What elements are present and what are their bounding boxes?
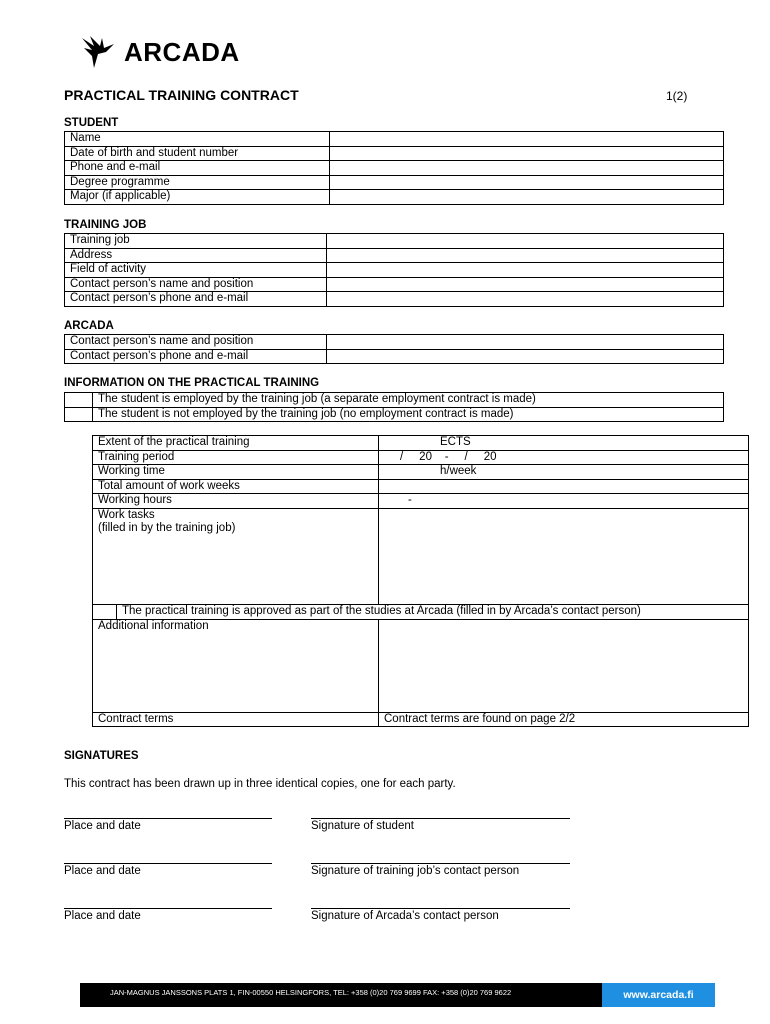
table-row [65, 407, 724, 422]
student-signature-line[interactable] [311, 818, 570, 819]
table-row [93, 508, 749, 604]
table-row [65, 234, 724, 249]
footer-address: JAN-MAGNUS JANSSONS PLATS 1, FIN-00550 HELSINGFORS, TEL: +358 (0)20 769 9699 FAX: +358 (0)20 769 9622 [110, 988, 512, 997]
page-number: 1(2) [666, 89, 688, 103]
row-label: Address [65, 248, 327, 263]
value-cell[interactable] [327, 263, 724, 278]
value-cell[interactable] [327, 277, 724, 292]
table-row [93, 436, 749, 451]
place-date-line-1[interactable] [64, 818, 272, 819]
student-heading: STUDENT [64, 117, 119, 129]
checkbox-approved[interactable] [93, 604, 117, 619]
checkbox-not-employed[interactable] [65, 407, 93, 422]
arcada-heading: ARCADA [64, 320, 114, 332]
row-label: Contact person’s name and position [65, 335, 327, 350]
row-label: Working time [93, 465, 379, 480]
bird-icon [80, 34, 120, 70]
table-row [65, 161, 724, 176]
table-row [93, 604, 749, 619]
table-row [65, 146, 724, 161]
table-row [65, 349, 724, 364]
row-label: Date of birth and student number [65, 146, 330, 161]
table-row [65, 190, 724, 205]
signatures-heading: SIGNATURES [64, 750, 139, 762]
additional-info-value[interactable] [379, 619, 749, 712]
info-heading: INFORMATION ON THE PRACTICAL TRAINING [64, 377, 320, 389]
hours-dash: - [408, 494, 412, 507]
row-label: Degree programme [65, 175, 330, 190]
training-job-table [64, 233, 724, 307]
job-signature-line[interactable] [311, 863, 570, 864]
table-row [65, 393, 724, 408]
checkbox-employed[interactable] [65, 393, 93, 408]
row-label: Total amount of work weeks [93, 479, 379, 494]
value-cell[interactable] [379, 450, 749, 465]
table-row [65, 263, 724, 278]
work-tasks-note: (filled in by the training job) [98, 521, 236, 534]
table-row [65, 248, 724, 263]
row-label: Contact person’s phone and e-mail [65, 292, 327, 307]
footer-bar [80, 983, 715, 1007]
value-cell[interactable] [379, 436, 749, 451]
table-row [93, 450, 749, 465]
value-cell[interactable] [379, 494, 749, 509]
work-tasks-title: Work tasks [98, 508, 155, 521]
value-cell[interactable] [330, 190, 724, 205]
place-date-label: Place and date [64, 865, 141, 877]
period-template: / 20 - / 20 [400, 450, 497, 463]
table-row [93, 712, 749, 727]
job-signature-label: Signature of training job’s contact person [311, 865, 520, 877]
copies-note: This contract has been drawn up in three identical copies, one for each party. [64, 778, 456, 790]
place-date-line-3[interactable] [64, 908, 272, 909]
arcada-table [64, 334, 724, 364]
additional-info-label: Additional information [93, 619, 379, 712]
value-cell[interactable] [327, 234, 724, 249]
arcada-signature-line[interactable] [311, 908, 570, 909]
value-cell[interactable] [327, 292, 724, 307]
place-date-label: Place and date [64, 910, 141, 922]
value-cell[interactable] [379, 465, 749, 480]
option-label: The student is employed by the training job (a separate employment contract is made) [93, 393, 724, 408]
student-signature-label: Signature of student [311, 820, 414, 832]
approved-label: The practical training is approved as part of the studies at Arcada (filled in by Arcada’s contact person) [117, 604, 749, 619]
value-cell[interactable] [379, 479, 749, 494]
table-row [65, 335, 724, 350]
row-label: Phone and e-mail [65, 161, 330, 176]
table-row [93, 619, 749, 712]
work-tasks-value[interactable] [379, 508, 749, 604]
value-cell[interactable] [327, 248, 724, 263]
table-row [65, 277, 724, 292]
row-label: Field of activity [65, 263, 327, 278]
row-label: Training job [65, 234, 327, 249]
place-date-label: Place and date [64, 820, 141, 832]
value-cell[interactable] [330, 146, 724, 161]
table-row [65, 132, 724, 147]
brand-name: ARCADA [124, 36, 240, 67]
table-row [93, 465, 749, 480]
row-label: Contact person’s name and position [65, 277, 327, 292]
row-label: Name [65, 132, 330, 147]
employment-options [64, 392, 724, 422]
value-cell[interactable] [330, 161, 724, 176]
row-label: Contract terms [93, 712, 379, 727]
arcada-logo [80, 34, 240, 70]
table-row [93, 479, 749, 494]
page-title: PRACTICAL TRAINING CONTRACT [64, 87, 299, 103]
value-cell[interactable] [327, 349, 724, 364]
terms-value: Contract terms are found on page 2/2 [379, 712, 749, 727]
row-label: Extent of the practical training [93, 436, 379, 451]
ects-label: ECTS [440, 436, 471, 448]
training-details-table [92, 435, 749, 727]
value-cell[interactable] [327, 335, 724, 350]
row-label: Contact person’s phone and e-mail [65, 349, 327, 364]
row-label: Working hours [93, 494, 379, 509]
table-row [93, 494, 749, 509]
row-label: Training period [93, 450, 379, 465]
place-date-line-2[interactable] [64, 863, 272, 864]
arcada-signature-label: Signature of Arcada’s contact person [311, 910, 499, 922]
row-label: Major (if applicable) [65, 190, 330, 205]
student-table [64, 131, 724, 205]
value-cell[interactable] [330, 132, 724, 147]
footer-website-link[interactable]: www.arcada.fi [602, 983, 715, 1007]
table-row [65, 175, 724, 190]
table-row [65, 292, 724, 307]
option-label: The student is not employed by the training job (no employment contract is made) [93, 407, 724, 422]
work-tasks-label [93, 508, 379, 604]
hweek-label: h/week [440, 465, 477, 478]
training-job-heading: TRAINING JOB [64, 219, 147, 231]
value-cell[interactable] [330, 175, 724, 190]
